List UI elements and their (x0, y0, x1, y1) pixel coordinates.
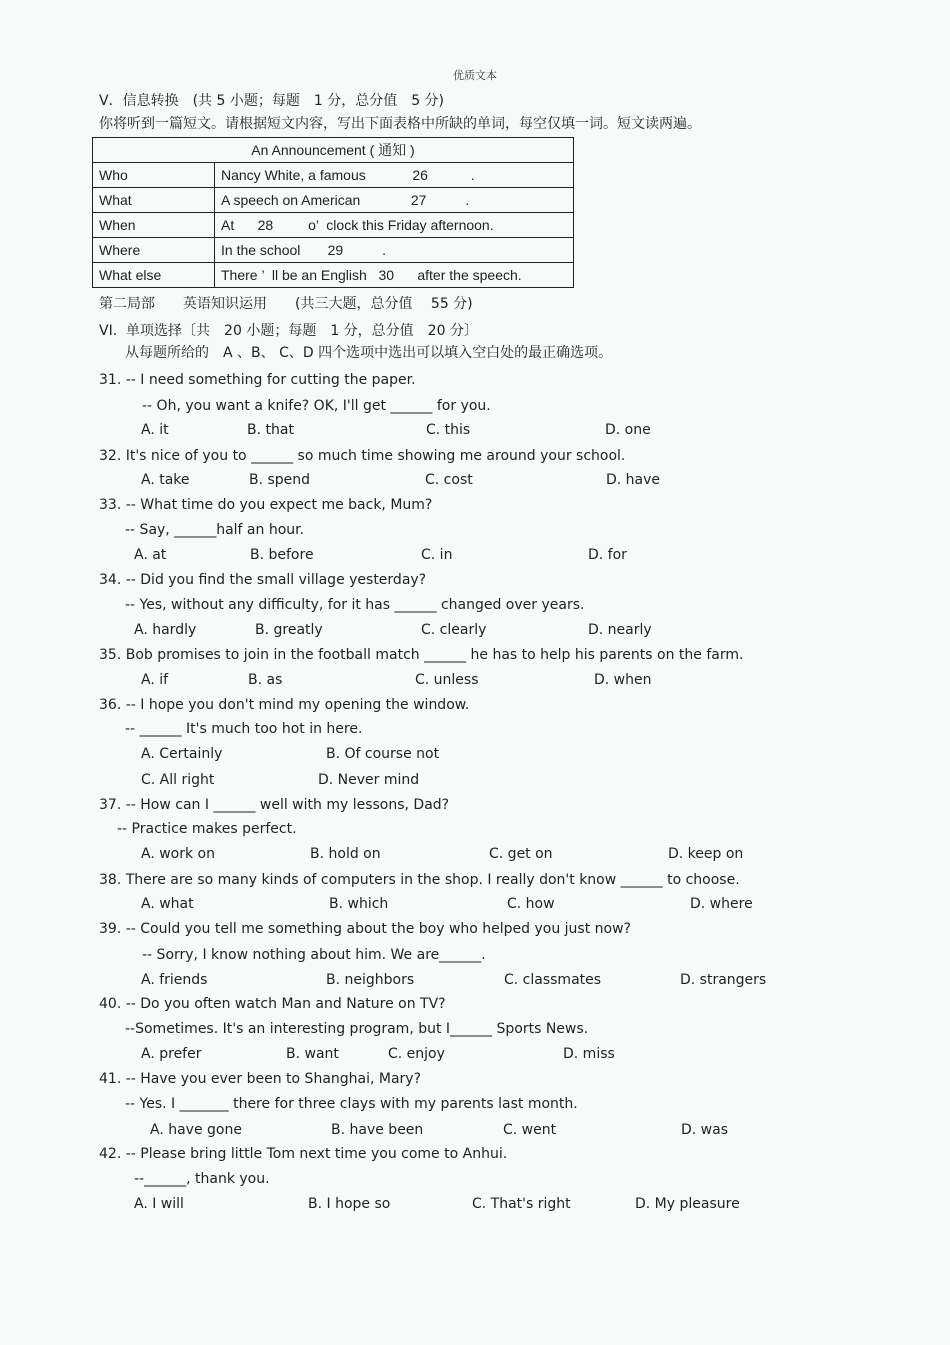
question-text: -- Yes, without any difficulty, for it has ______ changed over years. (125, 597, 585, 613)
table-row (93, 163, 574, 188)
answer-option: D. My pleasure (635, 1196, 740, 1212)
answer-option: A. I will (134, 1196, 184, 1212)
answer-option: D. for (588, 547, 627, 563)
answer-option: D. miss (563, 1046, 615, 1062)
answer-option: B. spend (249, 472, 311, 488)
answer-option: D. Never mind (318, 772, 420, 788)
table-row (93, 213, 574, 238)
answer-option: D. one (605, 422, 651, 438)
question-text: 42. -- Please bring little Tom next time you come to Anhui. (99, 1146, 508, 1162)
section-6-title: VI. 单项选择〔共 20 小题；每题 1 分，总分值 20 分〕 (99, 323, 478, 339)
table-header-row (93, 138, 574, 163)
answer-option: A. Certainly (141, 746, 223, 762)
question-text: 34. -- Did you find the small village yesterday? (99, 572, 427, 588)
table-row (93, 238, 574, 263)
answer-option: A. have gone (150, 1122, 242, 1138)
question-text: 41. -- Have you ever been to Shanghai, Mary? (99, 1071, 422, 1087)
question-text: 32. It's nice of you to ______ so much time showing me around your school. (99, 448, 626, 464)
answer-option: C. cost (425, 472, 473, 488)
section-5-instruction: 你将听到一篇短文。请根据短文内容，写出下面表格中所缺的单词，每空仅填一词。短文读两遍。 (99, 116, 701, 132)
answer-option: B. before (250, 547, 314, 563)
table-caption: An Announcement ( 通知 ) (93, 138, 574, 163)
answer-option: A. it (141, 422, 169, 438)
answer-option: A. take (141, 472, 190, 488)
answer-option: C. All right (141, 772, 215, 788)
answer-option: C. enjoy (388, 1046, 445, 1062)
part-2-heading: 第二局部 英语知识运用 (共三大题，总分值 55 分) (99, 296, 473, 312)
question-text: -- Say, ______half an hour. (125, 522, 305, 538)
section-6-instruction: 从每题所给的 A 、B、 C、D 四个选项中选出可以填入空白处的最正确选项。 (125, 345, 613, 361)
question-text: --Sometimes. It's an interesting program, but I______ Sports News. (125, 1021, 589, 1037)
question-text: 37. -- How can I ______ well with my lessons, Dad? (99, 797, 450, 813)
answer-option: A. at (134, 547, 167, 563)
answer-option: C. went (503, 1122, 557, 1138)
answer-option: A. hardly (134, 622, 197, 638)
question-text: --______, thank you. (134, 1171, 270, 1187)
page-header: 优质文本 (453, 69, 497, 82)
answer-option: C. get on (489, 846, 553, 862)
answer-option: B. want (286, 1046, 339, 1062)
question-text: 33. -- What time do you expect me back, Mum? (99, 497, 433, 513)
question-text: -- ______ It's much too hot in here. (125, 721, 363, 737)
answer-option: C. clearly (421, 622, 487, 638)
answer-option: B. hold on (310, 846, 381, 862)
question-text: 31. -- I need something for cutting the paper. (99, 372, 416, 388)
question-text: -- Practice makes perfect. (117, 821, 297, 837)
answer-option: B. that (247, 422, 294, 438)
answer-option: B. greatly (255, 622, 323, 638)
table-row (93, 263, 574, 288)
answer-option: D. when (594, 672, 652, 688)
answer-option: B. I hope so (308, 1196, 391, 1212)
question-text: -- Yes. I _______ there for three clays with my parents last month. (125, 1096, 578, 1112)
question-text: -- Sorry, I know nothing about him. We are______. (142, 947, 486, 963)
answer-option: D. keep on (668, 846, 744, 862)
answer-option: C. That's right (472, 1196, 571, 1212)
answer-option: D. have (606, 472, 661, 488)
section-5-title: V．信息转换 (共 5 小题；每题 1 分，总分值 5 分) (99, 93, 445, 109)
answer-option: A. if (141, 672, 169, 688)
row-label: Who (93, 163, 215, 188)
answer-option: B. Of course not (326, 746, 440, 762)
answer-option: B. neighbors (326, 972, 415, 988)
question-text: 38. There are so many kinds of computers in the shop. I really don't know ______ to choose. (99, 872, 740, 888)
row-label: Where (93, 238, 215, 263)
answer-option: A. work on (141, 846, 215, 862)
row-label: When (93, 213, 215, 238)
question-text: 39. -- Could you tell me something about the boy who helped you just now? (99, 921, 631, 937)
answer-option: D. nearly (588, 622, 652, 638)
answer-option: C. this (426, 422, 471, 438)
question-text: -- Oh, you want a knife? OK, I'll get ______ for you. (142, 398, 491, 414)
row-value: Nancy White, a famous 26 . (215, 163, 574, 188)
answer-option: D. where (690, 896, 753, 912)
answer-option: D. strangers (680, 972, 767, 988)
answer-option: B. have been (331, 1122, 424, 1138)
question-text: 36. -- I hope you don't mind my opening the window. (99, 697, 470, 713)
answer-option: C. unless (415, 672, 479, 688)
answer-option: C. how (507, 896, 555, 912)
answer-option: A. friends (141, 972, 208, 988)
answer-option: B. as (248, 672, 283, 688)
answer-option: C. classmates (504, 972, 602, 988)
row-value: At 28 o’ clock this Friday afternoon. (215, 213, 574, 238)
announcement-table (92, 137, 574, 288)
row-label: What (93, 188, 215, 213)
answer-option: D. was (681, 1122, 729, 1138)
question-text: 35. Bob promises to join in the football match ______ he has to help his parents on the farm. (99, 647, 744, 663)
answer-option: C. in (421, 547, 453, 563)
answer-option: A. what (141, 896, 194, 912)
row-value: In the school 29 . (215, 238, 574, 263)
question-text: 40. -- Do you often watch Man and Nature on TV? (99, 996, 446, 1012)
answer-option: B. which (329, 896, 389, 912)
row-label: What else (93, 263, 215, 288)
answer-option: A. prefer (141, 1046, 202, 1062)
row-value: There ’ ll be an English 30 after the speech. (215, 263, 574, 288)
table-row (93, 188, 574, 213)
row-value: A speech on American 27 . (215, 188, 574, 213)
